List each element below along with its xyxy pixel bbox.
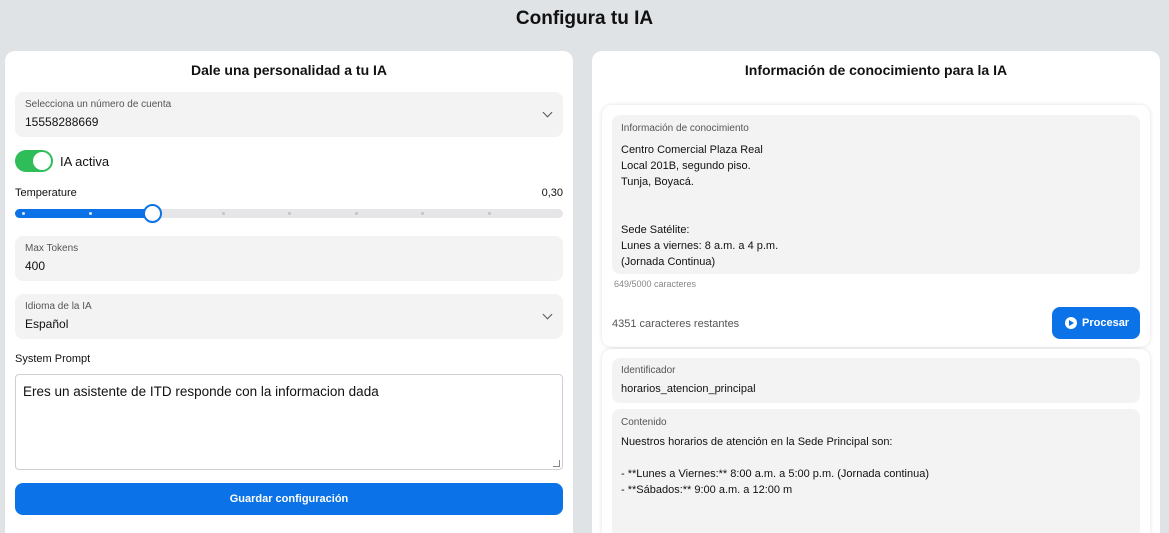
knowledge-text: Centro Comercial Plaza Real Local 201B, segundo piso. Tunja, Boyacá. Sede Satélite: Lunes a viernes: 8 a.m. a 4 p.m. (Jornada Continua): [621, 144, 779, 268]
temperature-label: Temperature: [15, 187, 77, 199]
knowledge-label: Información de conocimiento: [621, 123, 749, 134]
slider-tick-dot: [488, 212, 491, 215]
slider-tick-dot: [89, 212, 92, 215]
process-button[interactable]: [1052, 307, 1140, 339]
play-icon: [1065, 317, 1077, 329]
knowledge-card: [602, 105, 1150, 347]
temperature-slider[interactable]: [15, 209, 563, 218]
temperature-slider-thumb[interactable]: [143, 204, 162, 223]
slider-tick-dot: [288, 212, 291, 215]
slider-tick-dot: [222, 212, 225, 215]
language-select-value: Español: [25, 317, 69, 331]
content-text: Nuestros horarios de atención en la Sede Principal son: - **Lunes a Viernes:** 8:00 a.m. a 5:00 p.m. (Jornada continua) - **Sábados:** 9:00 a.m. a 12:00 m: [621, 436, 929, 496]
page-title: Configura tu IA: [515, 8, 654, 29]
system-prompt-label: System Prompt: [15, 353, 91, 365]
max-tokens-value: 400: [25, 259, 46, 273]
knowledge-entry-card: [602, 349, 1150, 533]
knowledge-panel: [592, 51, 1160, 533]
chevron-down-icon: [543, 310, 553, 320]
account-select[interactable]: [15, 92, 563, 137]
knowledge-panel-title: Información de conocimiento para la IA: [744, 62, 1008, 78]
ia-active-toggle[interactable]: [15, 150, 53, 172]
save-config-button[interactable]: Guardar configuración: [15, 483, 563, 515]
account-select-value: 15558288669: [25, 115, 99, 129]
resize-grip-icon[interactable]: [553, 460, 560, 467]
account-select-label: Selecciona un número de cuenta: [25, 99, 172, 110]
process-button-label: Procesar: [1082, 317, 1130, 329]
max-tokens-field[interactable]: [15, 236, 563, 281]
remaining-characters: 4351 caracteres restantes: [612, 318, 740, 330]
slider-tick-dot: [22, 212, 25, 215]
knowledge-textarea[interactable]: [612, 115, 1140, 274]
temperature-value: 0,30: [541, 187, 563, 199]
toggle-knob: [33, 152, 51, 170]
system-prompt-text: Eres un asistente de ITD responde con la informacion dada: [23, 384, 379, 399]
content-field[interactable]: [612, 409, 1140, 533]
slider-tick-dot: [421, 212, 424, 215]
ia-active-label: IA activa: [60, 154, 110, 169]
identifier-label: Identificador: [621, 365, 676, 376]
identifier-value: horarios_atencion_principal: [621, 383, 756, 395]
personality-panel: [5, 51, 573, 533]
language-select-label: Idioma de la IA: [25, 301, 92, 312]
personality-panel-title: Dale una personalidad a tu IA: [190, 62, 388, 78]
character-counter: 649/5000 caracteres: [614, 279, 697, 289]
system-prompt-textarea[interactable]: [15, 374, 563, 470]
chevron-down-icon: [543, 108, 553, 118]
slider-tick-dot: [355, 212, 358, 215]
language-select[interactable]: [15, 294, 563, 339]
temperature-slider-fill: [15, 209, 152, 218]
max-tokens-label: Max Tokens: [25, 243, 79, 254]
content-label: Contenido: [621, 417, 667, 428]
identifier-field[interactable]: [612, 358, 1140, 403]
